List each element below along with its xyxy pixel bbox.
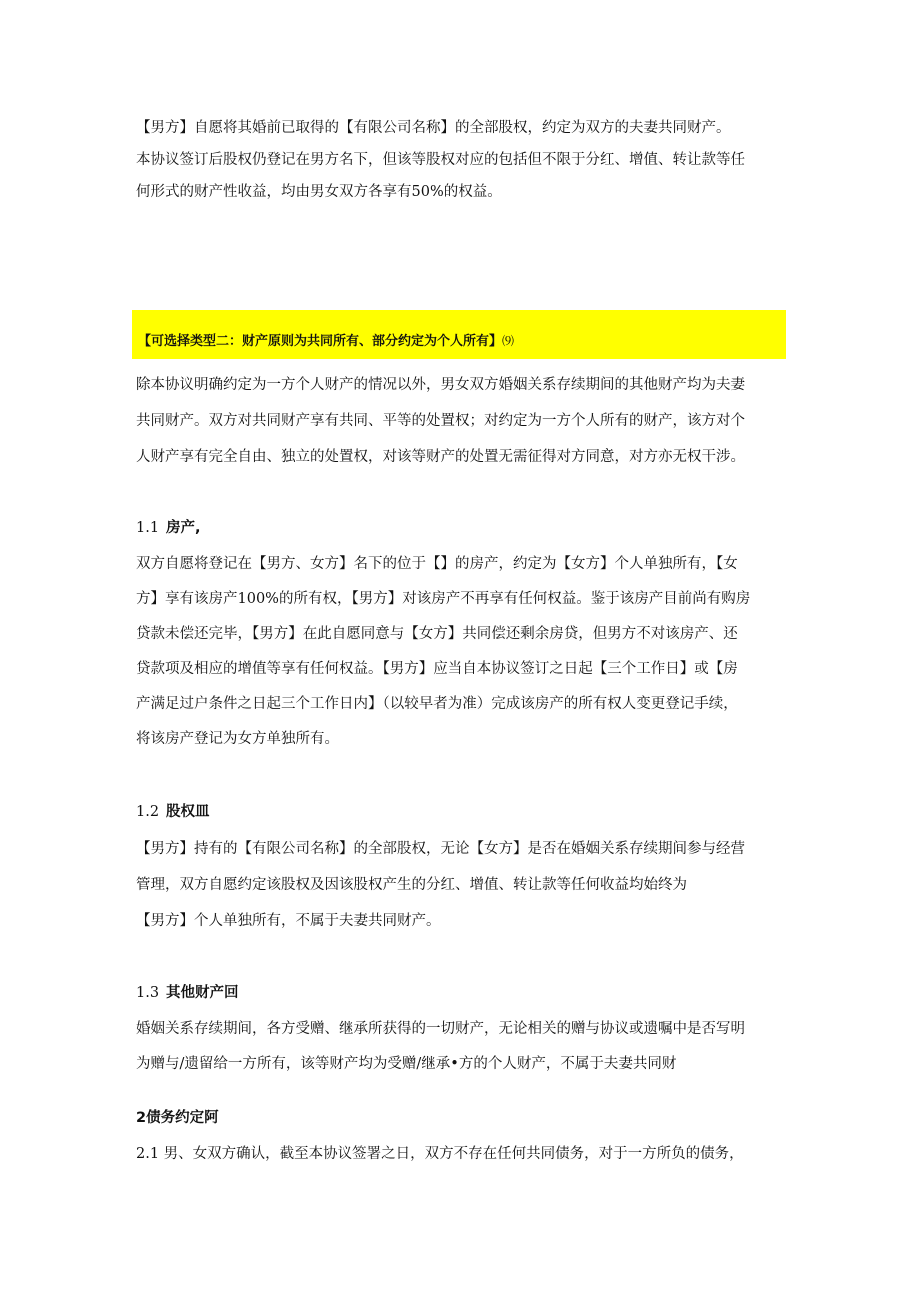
section-1-1-line-4: 贷款项及相应的增值等享有任何权益。【男方】应当自本协议签订之日起【三个工作日】或【房 (136, 661, 738, 677)
intro-line-1: 【男方】自愿将其婚前已取得的【有限公司名称】的全部股权，约定为双方的夫妻共同财产。 (136, 120, 731, 136)
section-1-1-line-2: 方】享有该房产100%的所有权，【男方】对该房产不再享有任何权益。鉴于该房产目前尚有购房 (136, 591, 751, 607)
type-two-title: 【可选择类型二：财产原则为共同所有、部分约定为个人所有】 (138, 334, 503, 349)
section-1-3-line-1: 婚姻关系存续期间，各方受赠、继承所获得的一切财产，无论相关的赠与协议或遗嘱中是否写明 (136, 1021, 745, 1037)
principle-line-2: 共同财产。双方对共同财产享有共同、平等的处置权；对约定为一方个人所有的财产，该方对个 (136, 413, 745, 429)
section-1-2-line-2: 管理，双方自愿约定该股权及因该股权产生的分红、增值、转让款等任何收益均始终为 (136, 877, 687, 893)
type-two-heading (138, 332, 514, 351)
section-1-1-heading: 房产, (166, 520, 201, 536)
section-1-1-line-6: 将该房产登记为女方单独所有。 (136, 731, 339, 747)
principle-line-3: 人财产享有完全自由、独立的处置权，对该等财产的处置无需征得对方同意，对方亦无权干涉。 (136, 449, 745, 465)
section-1-1-title (136, 514, 796, 542)
section-1-1-line-1: 双方自愿将登记在【男方、女方】名下的位于【】的房产，约定为【女方】个人单独所有，【女 (136, 556, 738, 572)
section-1-2-line-3: 【男方】个人单独所有，不属于夫妻共同财产。 (136, 913, 441, 929)
section-1-2-line-1: 【男方】持有的【有限公司名称】的全部股权，无论【女方】是否在婚姻关系存续期间参与经营 (136, 841, 745, 857)
section-1-3-number: 1.3 (136, 985, 160, 1001)
section-1-3-line-2: 为赠与/遗留给一方所有，该等财产均为受赠/继承•方的个人财产，不属于夫妻共同财 (136, 1056, 677, 1072)
section-1-2-title (136, 798, 796, 826)
principle-line-1: 除本协议明确约定为一方个人财产的情况以外，男女双方婚姻关系存续期间的其他财产均为夫妻 (136, 377, 745, 393)
type-two-footnote: ⑼ (502, 334, 515, 348)
section-1-3-title (136, 979, 796, 1007)
section-1-3-heading: 其他财产回 (166, 985, 239, 1001)
type-two-highlight (132, 310, 786, 359)
section-1-1-number: 1.1 (136, 520, 160, 536)
section-2-heading: 2债务约定阿 (136, 1110, 219, 1126)
section-2-1-line: 2.1 男、女双方确认，截至本协议签署之日，双方不存在任何共同债务，对于一方所负的债务， (136, 1146, 744, 1162)
section-1-2-number: 1.2 (136, 804, 160, 820)
section-1-1-line-5: 产满足过户条件之日起三个工作日内】（以较早者为准）完成该房产的所有权人变更登记手续， (136, 696, 738, 712)
section-1-2-heading: 股权皿 (166, 804, 210, 820)
intro-line-3: 何形式的财产性收益，均由男女双方各享有50%的权益。 (136, 184, 502, 200)
section-1-1-line-3: 贷款未偿还完毕，【男方】在此自愿同意与【女方】共同偿还剩余房贷，但男方不对该房产、还 (136, 626, 738, 642)
intro-line-2: 本协议签订后股权仍登记在男方名下，但该等股权对应的包括但不限于分红、增值、转让款等任 (136, 152, 745, 168)
